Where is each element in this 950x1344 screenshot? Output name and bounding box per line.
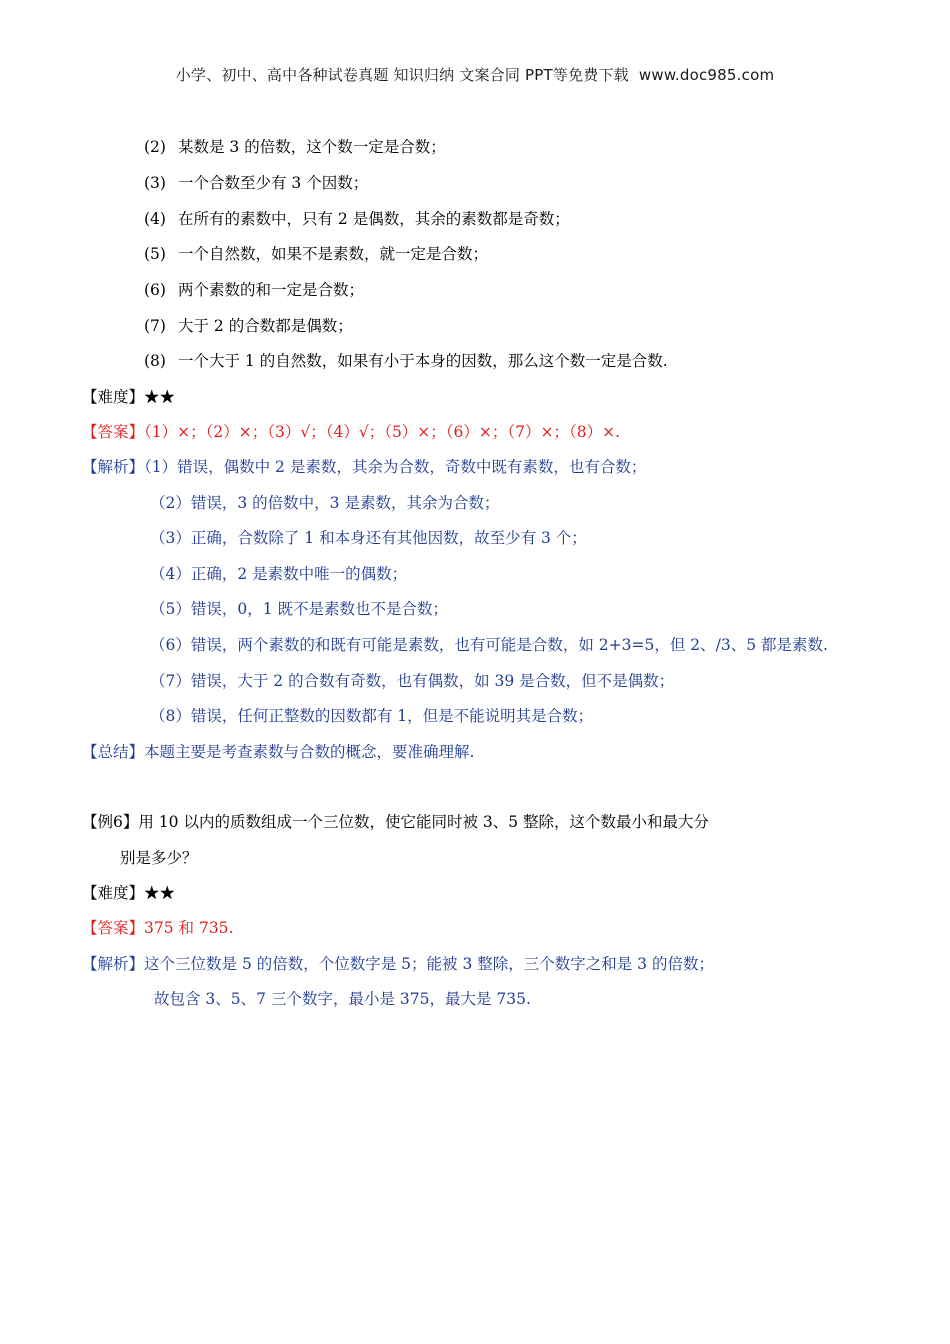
statement-number: (8) [144,352,166,370]
statement-text: 一个自然数，如果不是素数，就一定是合数； [178,245,489,263]
analysis-label: 【解析】 [82,955,145,973]
statement-number: (6) [144,281,166,299]
analysis-text: 这个三位数是 5 的倍数，个位数字是 5；能被 3 整除，三个数字之和是 3 的倍数； [144,955,714,973]
example-label: 【例6】 [82,813,139,831]
statement-item [144,208,570,230]
analysis-line: （2）错误，3 的倍数中，3 是素数，其余为合数； [150,494,500,512]
q5-summary [82,741,474,763]
q6-answer [82,917,233,939]
q6-analysis [82,953,714,975]
statement-number: (5) [144,245,166,263]
statement-text: 一个合数至少有 3 个因数； [178,174,369,192]
page-header [0,64,950,85]
statement-number: (2) [144,138,166,156]
analysis-line: （7）错误，大于 2 的合数有奇数，也有偶数，如 39 是合数，但不是偶数； [150,672,675,690]
statement-item [144,350,668,372]
difficulty-label: 【难度】 [82,884,145,902]
q5-answer [82,421,620,443]
summary-text: 本题主要是考查素数与合数的概念，要准确理解. [144,743,475,761]
statement-number: (7) [144,317,166,335]
statement-item [144,136,446,158]
difficulty-stars: ★★ [144,884,176,902]
analysis-line: （8）错误，任何正整数的因数都有 1，但是不能说明其是合数； [150,707,594,725]
answer-label: 【答案】 [82,423,145,441]
analysis-text: （1）错误，偶数中 2 是素数，其余为合数，奇数中既有素数，也有合数； [144,458,647,476]
statement-number: (3) [144,174,166,192]
statement-item [144,315,353,337]
header-site: www.doc985.com [638,66,775,84]
answer-label: 【答案】 [82,919,145,937]
analysis-line: （3）正确，合数除了 1 和本身还有其他因数，故至少有 3 个； [150,529,587,547]
header-title: 小学、初中、高中各种试卷真题 知识归纳 文案合同 PPT等免费下载 [175,66,629,84]
statement-text: 一个大于 1 的自然数，如果有小于本身的因数，那么这个数一定是合数. [178,352,668,370]
analysis-line: （6）错误，两个素数的和既有可能是素数，也有可能是合数，如 2+3=5，但 2、/3、5 都是素数. [150,636,828,654]
statement-text: 某数是 3 的倍数，这个数一定是合数； [178,138,446,156]
question-text: 用 10 以内的质数组成一个三位数，使它能同时被 3、5 整除，这个数最小和最大分 [138,813,710,831]
answer-text: 375 和 735. [144,919,234,937]
statement-number: (4) [144,210,166,228]
analysis-line: （4）正确，2 是素数中唯一的偶数； [150,565,408,583]
q5-analysis [82,456,646,478]
analysis-line: （5）错误，0，1 既不是素数也不是合数； [150,600,449,618]
q6-question [82,811,709,833]
analysis-line: 故包含 3、5、7 三个数字，最小是 375，最大是 735. [154,990,531,1008]
difficulty-label: 【难度】 [82,388,145,406]
q6-difficulty [82,882,175,904]
summary-label: 【总结】 [82,743,145,761]
statement-text: 大于 2 的合数都是偶数； [178,317,353,335]
statement-item [144,172,368,194]
statement-text: 在所有的素数中，只有 2 是偶数，其余的素数都是奇数； [178,210,570,228]
statement-item [144,243,488,265]
difficulty-stars: ★★ [144,388,176,406]
question-continuation: 别是多少？ [120,849,198,867]
answer-text: （1）×；（2）×；（3）√；（4）√；（5）×；（6）×；（7）×；（8）×. [144,423,621,441]
statement-item [144,279,364,301]
analysis-label: 【解析】 [82,458,145,476]
q5-difficulty [82,386,175,408]
statement-text: 两个素数的和一定是合数； [178,281,365,299]
